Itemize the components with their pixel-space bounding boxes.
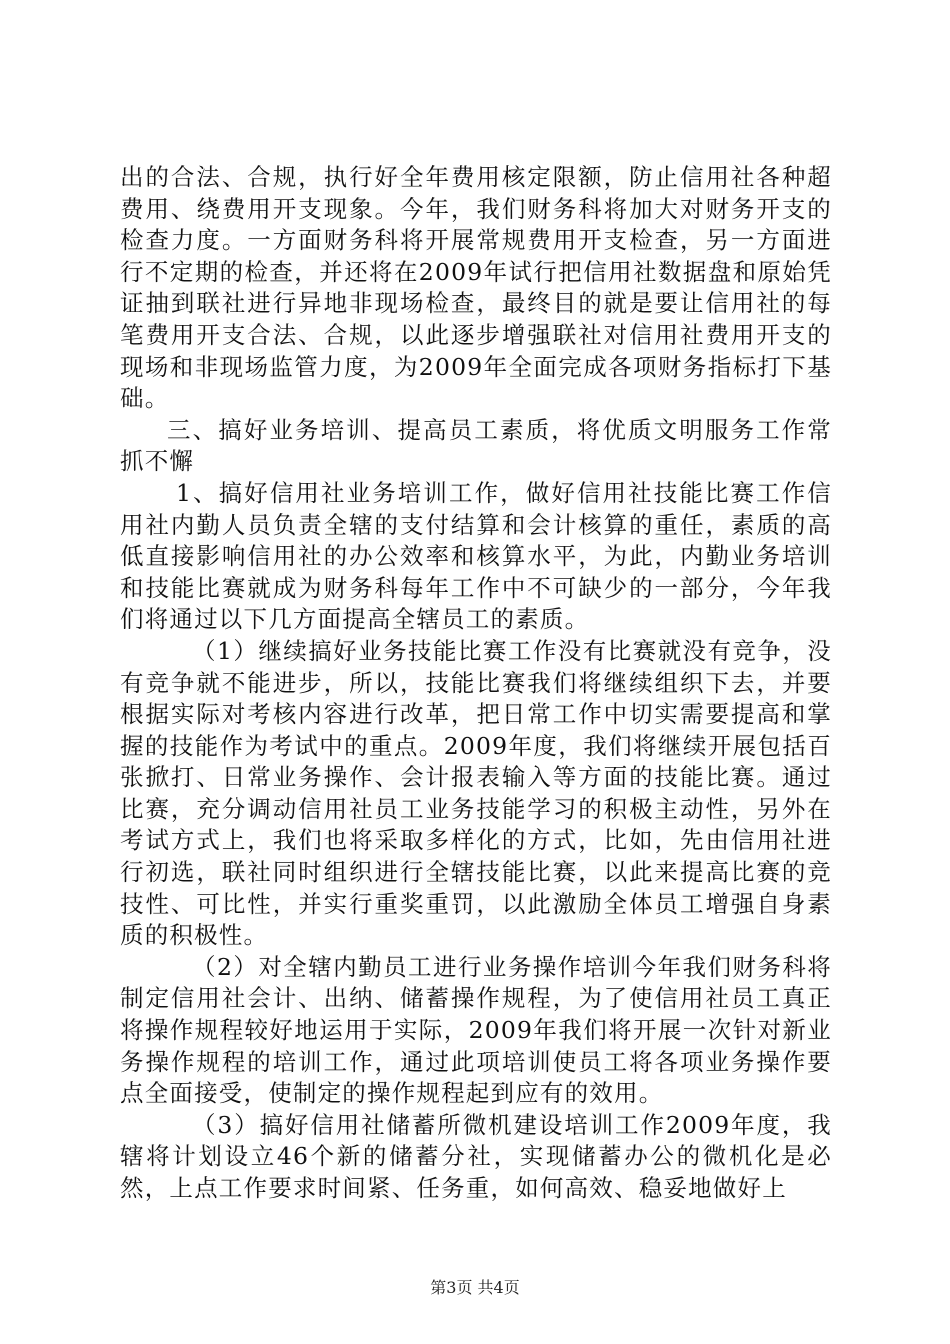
section-heading-training: 三、搞好业务培训、提高员工素质，将优质文明服务工作常抓不懈 bbox=[120, 415, 832, 476]
paragraph-computerization-training: （3）搞好信用社储蓄所微机建设培训工作2009年度，我辖将计划设立46个新的储蓄分社，实现储蓄办公的微机化是必然，上点工作要求时间紧、任务重，如何高效、稳妥地做好上 bbox=[120, 1110, 832, 1202]
paragraph-expense-control: 出的合法、合规，执行好全年费用核定限额，防止信用社各种超费用、绕费用开支现象。今年，我们财务科将加大对财务开支的检查力度。一方面财务科将开展常规费用开支检查，另一方面进行不定期的检查，并还将在2009年试行把信用社数据盘和原始凭证抽到联社进行异地非现场检查，最终目的就是要让信用社的每笔费用开支合法、合规，以此逐步增强联社对信用社费用开支的现场和非现场监管力度，为2009年全面完成各项财务指标打下基础。 bbox=[120, 163, 832, 413]
page-number-footer: 第3页 共4页 bbox=[430, 1278, 520, 1297]
paragraph-business-training: 1、搞好信用社业务培训工作，做好信用社技能比赛工作信用社内勤人员负责全辖的支付结算和会计核算的重任，素质的高低直接影响信用社的办公效率和核算水平，为此，内勤业务培训和技能比赛就成为财务科每年工作中不可缺少的一部分，今年我们将通过以下几方面提高全辖员工的素质。 bbox=[120, 478, 832, 634]
paragraph-operations-training: （2）对全辖内勤员工进行业务操作培训今年我们财务科将制定信用社会计、出纳、储蓄操作规程，为了使信用社员工真正将操作规程较好地运用于实际，2009年我们将开展一次针对新业务操作规程的培训工作，通过此项培训使员工将各项业务操作要点全面接受，使制定的操作规程起到应有的效用。 bbox=[120, 952, 832, 1108]
body-text bbox=[120, 162, 832, 1205]
paragraph-skills-competition: （1）继续搞好业务技能比赛工作没有比赛就没有竞争，没有竞争就不能进步，所以，技能比赛我们将继续组织下去，并要根据实际对考核内容进行改革，把日常工作中切实需要提高和掌握的技能作为考试中的重点。2009年度，我们将继续开展包括百张掀打、日常业务操作、会计报表输入等方面的技能比赛。通过比赛，充分调动信用社员工业务技能学习的积极主动性，另外在考试方式上，我们也将采取多样化的方式，比如，先由信用社进行初选，联社同时组织进行全辖技能比赛，以此来提高比赛的竞技性、可比性，并实行重奖重罚，以此激励全体员工增强自身素质的积极性。 bbox=[120, 636, 832, 950]
